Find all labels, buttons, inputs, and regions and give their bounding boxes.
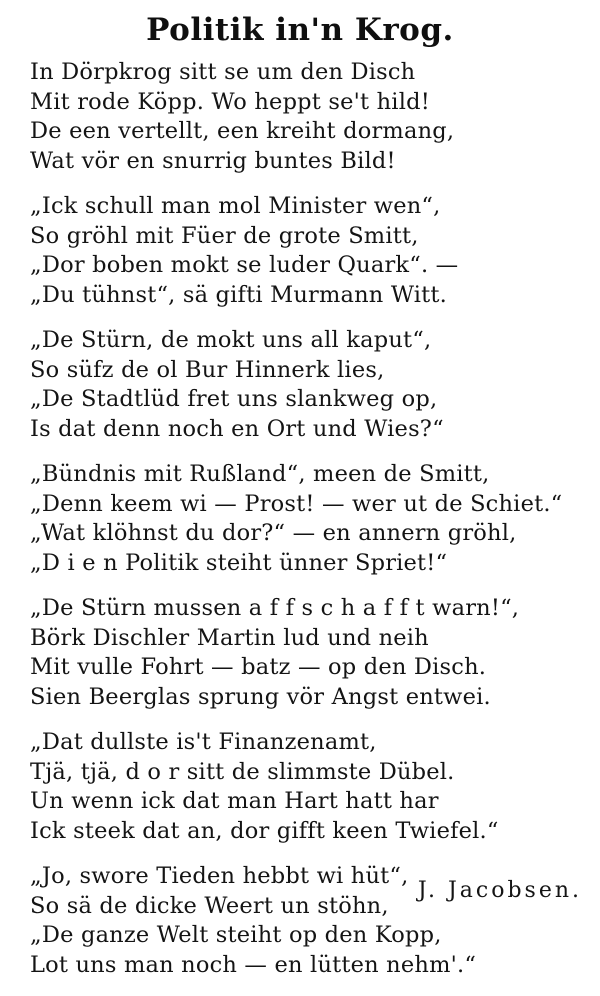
poem-line: Sien Beerglas sprung vör Angst entwei.: [30, 683, 491, 710]
poem-line: Mit rode Köpp. Wo heppt se't hild!: [30, 88, 430, 115]
poem-line: Tjä, tjä, d o r sitt de slimmste Dübel.: [30, 758, 455, 785]
stanza-1: [30, 58, 585, 176]
poem-line: Mit vulle Fohrt — batz — op den Disch.: [30, 654, 487, 680]
poem-line: Lot uns man noch — en lütten nehm'.“: [30, 951, 477, 978]
poem-body: [30, 58, 585, 996]
stanza-3: [30, 326, 585, 444]
poem-line: Börk Dischler Martin lud und neih: [30, 624, 429, 651]
poem-line: Wat vör en snurrig buntes Bild!: [30, 147, 396, 174]
poem-line: „Denn keem wi — Prost! — wer ut de Schiet.“: [30, 490, 563, 517]
poem-line: „Dat dullste is't Finanzenamt,: [30, 729, 377, 755]
poem-line: „Ick schull man mol Minister wen“,: [30, 193, 441, 219]
author-signature: J. Jacobsen.: [417, 878, 582, 903]
poem-line: So gröhl mit Füer de grote Smitt,: [30, 222, 419, 249]
poem-line: „Du tühnst“, sä gifti Murmann Witt.: [30, 281, 448, 308]
stanza-6: [30, 728, 585, 846]
stanza-5: [30, 594, 585, 712]
poem-line: „De Stürn mussen a f f s c h a f f t warn!“,: [30, 595, 520, 621]
poem-line: Un wenn ick dat man Hart hatt har: [30, 788, 439, 814]
poem-line: In Dörpkrog sitt se um den Disch: [30, 59, 416, 85]
poem-title: Politik in'n Krog.: [146, 12, 454, 48]
poem-line: „Bündnis mit Rußland“, meen de Smitt,: [30, 461, 490, 487]
stanza-4: [30, 460, 585, 578]
poem-line: Is dat denn noch en Ort und Wies?“: [30, 415, 444, 442]
poem-line: So süfz de ol Bur Hinnerk lies,: [30, 356, 385, 383]
poem-line: „De Stadtlüd fret uns slankweg op,: [30, 386, 438, 412]
poem-line: „De Stürn, de mokt uns all kaput“,: [30, 327, 432, 353]
poem-line: „D i e n Politik steiht ünner Spriet!“: [30, 549, 448, 576]
stanza-2: [30, 192, 585, 310]
poem-line: Ick steek dat an, dor gifft keen Twiefel.“: [30, 817, 499, 844]
poem-line: „Dor boben mokt se luder Quark“. —: [30, 252, 459, 278]
poem-line: So sä de dicke Weert un stöhn,: [30, 892, 389, 919]
poem-line: „De ganze Welt steiht op den Kopp,: [30, 922, 442, 948]
poem-line: De een vertellt, een kreiht dormang,: [30, 118, 455, 144]
poem-line: „Wat klöhnst du dor?“ — en annern gröhl,: [30, 520, 517, 546]
poem-line: „Jo, swore Tieden hebbt wi hüt“,: [30, 863, 409, 889]
